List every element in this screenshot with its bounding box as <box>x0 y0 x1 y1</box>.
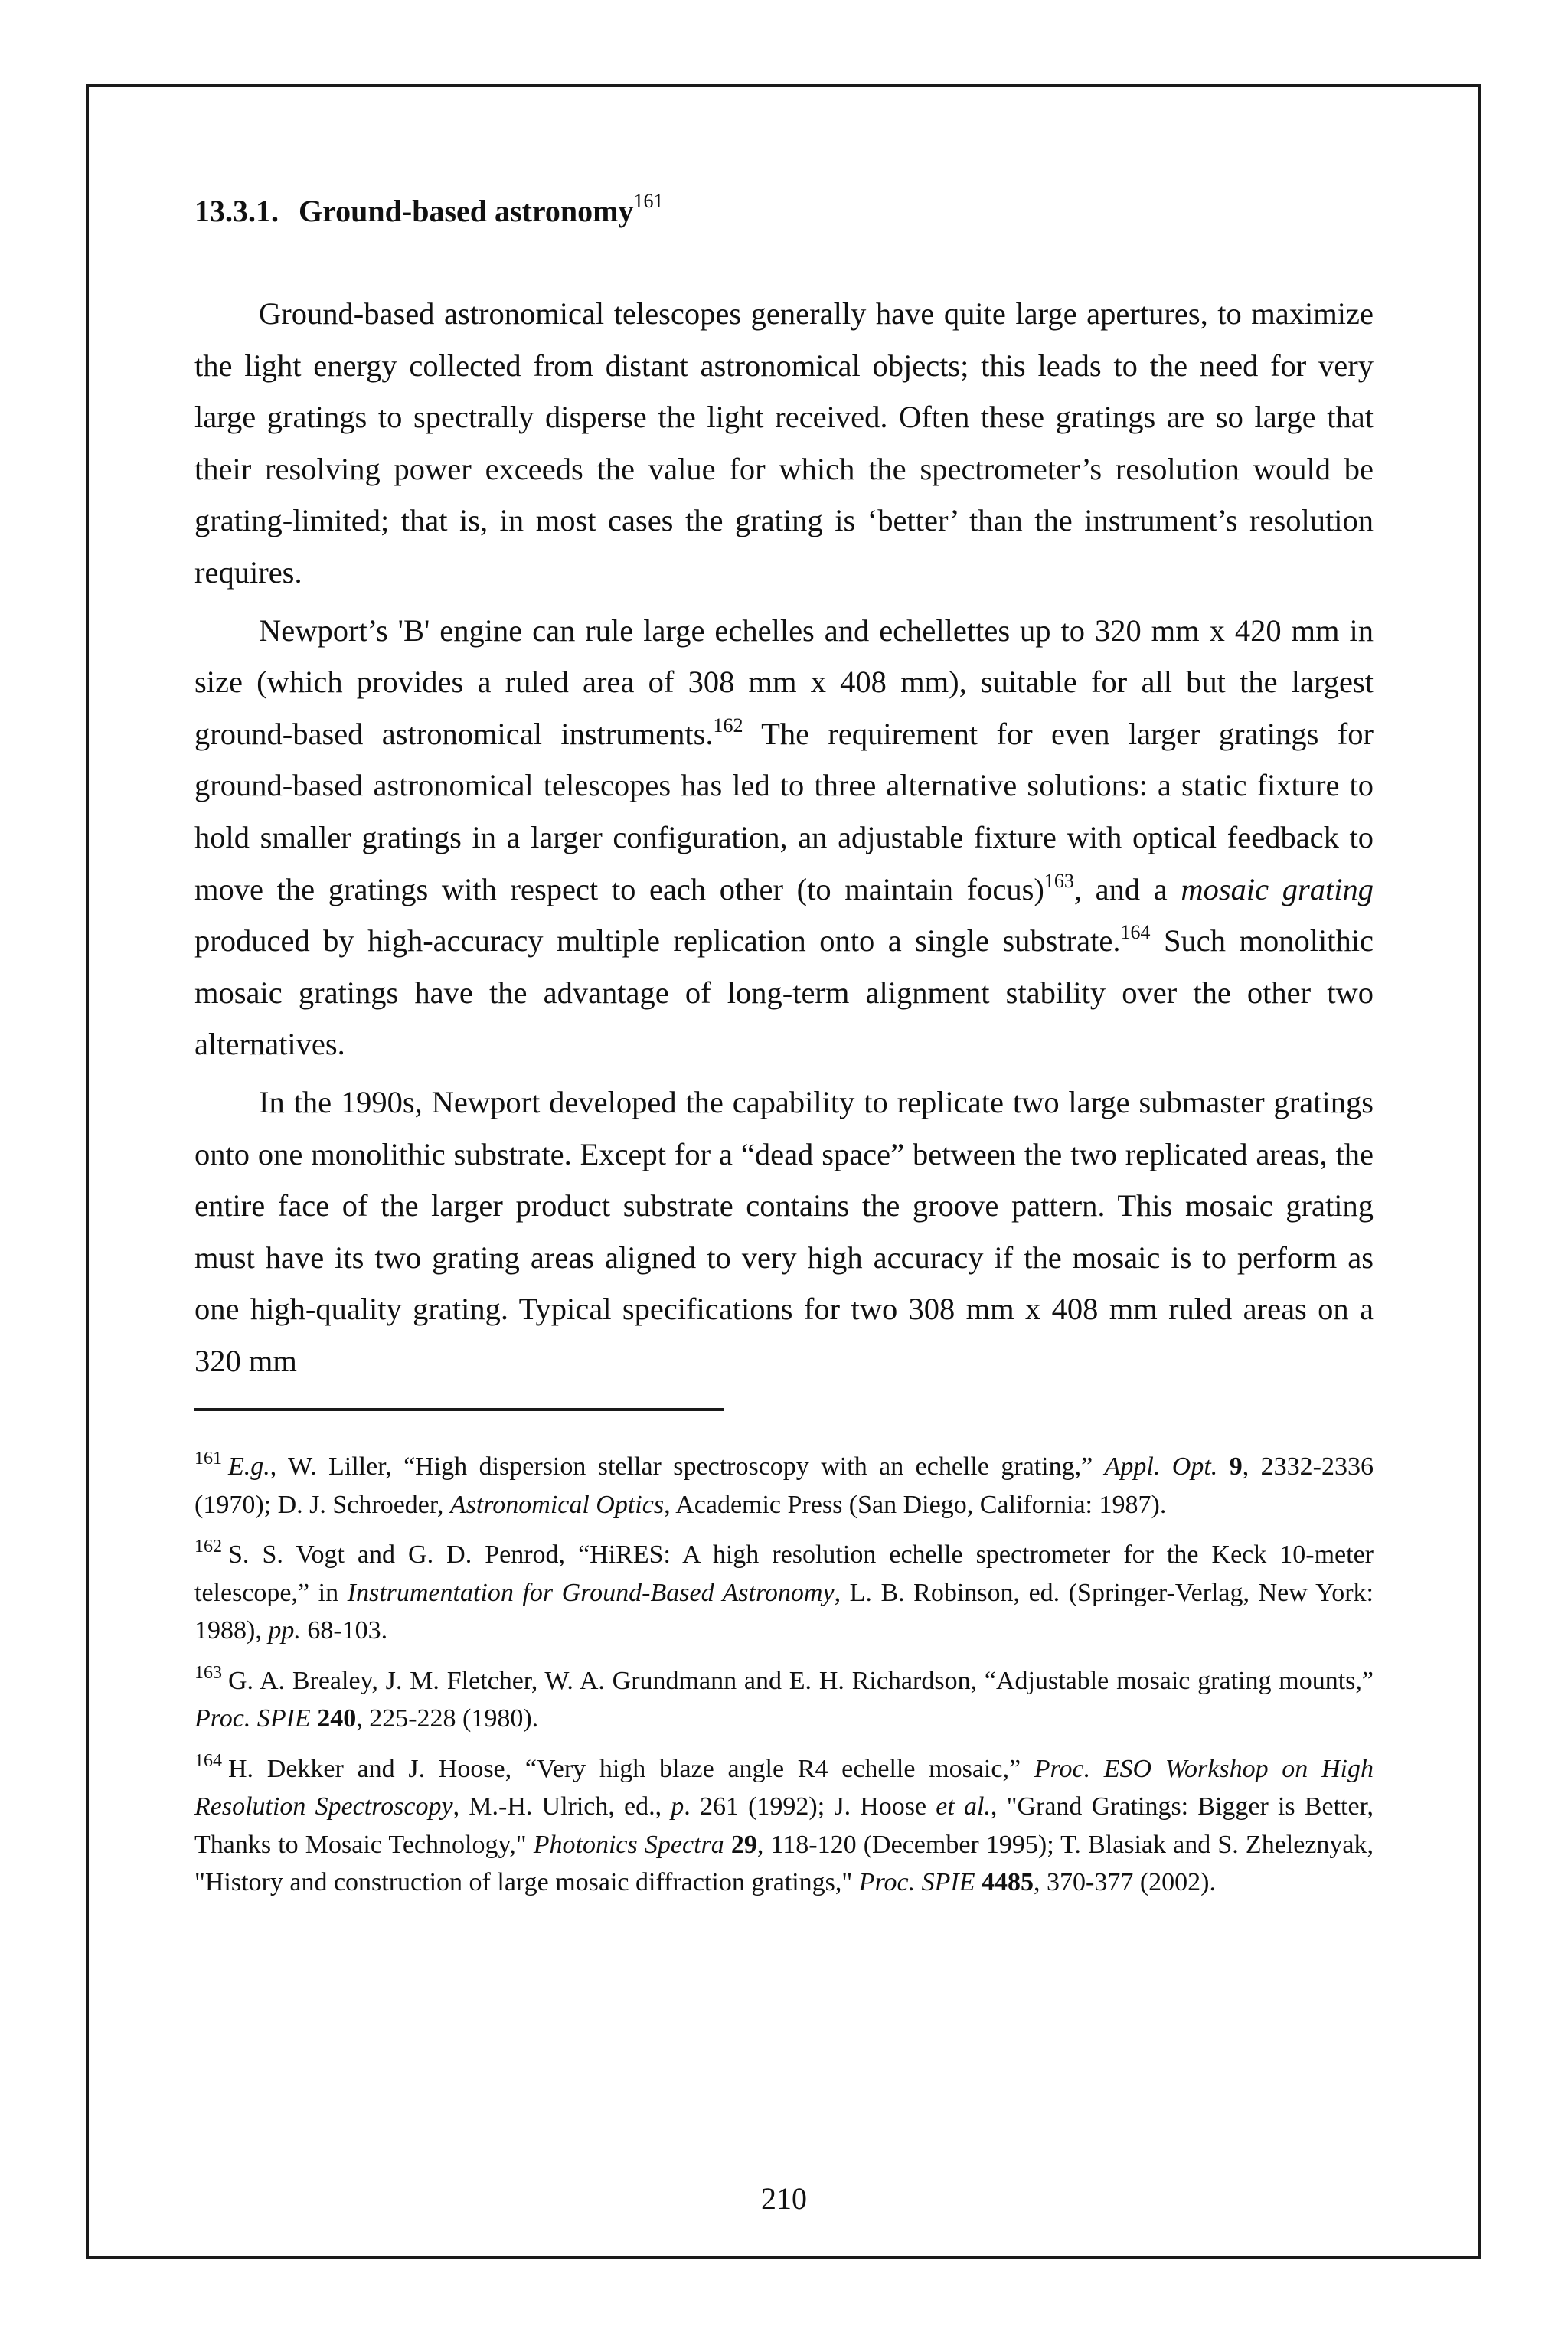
footnote-text: 68-103. <box>300 1616 388 1645</box>
paragraph-2-text-d: produced by high-accuracy multiple replication onto a single substrate. <box>194 923 1121 959</box>
footnote-ref-162: 162 <box>713 714 743 737</box>
journal-name: Photonics Spectra <box>533 1830 724 1859</box>
journal-name: Proc. SPIE <box>194 1704 311 1733</box>
journal-volume: 29 <box>730 1830 757 1859</box>
journal-volume: 9 <box>1229 1452 1243 1481</box>
footnote-text: , 225-228 (1980). <box>356 1704 539 1733</box>
footnote-text: , 370-377 (2002). <box>1034 1868 1216 1897</box>
footnote-text: . 261 (1992); J. Hoose <box>684 1792 936 1821</box>
footnote-text: , 118-120 (December 1995); T. Blasiak and S. Zheleznyak, "History and construction of large mosaic diffraction gratings," <box>194 1830 1374 1897</box>
footnote-text: H. Dekker and J. Hoose, “Very high blaze angle R4 echelle mosaic,” <box>228 1754 1034 1783</box>
footnote-text: G. A. Brealey, J. M. Fletcher, W. A. Grundmann and E. H. Richardson, “Adjustable mosaic grating mounts,” <box>228 1666 1374 1695</box>
footnote-text: S. S. Vogt and G. D. Penrod, “HiRES: A high resolution echelle spectrometer for the Keck 10-meter telescope,” in <box>194 1540 1374 1607</box>
footnote-ref-163: 163 <box>1044 869 1074 892</box>
footnote-text: , "Grand Gratings: Bigger is Better, Thanks to Mosaic Technology," <box>194 1792 1374 1859</box>
footnote-separator <box>194 1408 724 1411</box>
journal-name: Proc. SPIE <box>858 1868 975 1897</box>
footnote-163 <box>194 1662 1374 1738</box>
paragraph-2-text-b: The requirement for even larger gratings for ground-based astronomical telescopes has led to three alternative solutions: a static fixture to hold smaller gratings in a larger configuration, an adjustable fixture with optical feedback to move the gratings with respect to each other (to maintain focus) <box>194 716 1374 906</box>
footnote-ref-161: 161 <box>633 190 664 212</box>
journal-name: Appl. Opt. <box>1104 1452 1218 1481</box>
footnote-text: , 2332-2336 (1970); D. J. Schroeder, <box>194 1452 1374 1519</box>
footnote-162 <box>194 1536 1374 1650</box>
footnote-text: , Academic Press (San Diego, California: 1987). <box>664 1490 1167 1519</box>
book-title: Astronomical Optics <box>449 1490 665 1519</box>
footnote-number: 162 <box>194 1537 222 1557</box>
section-heading <box>194 191 1374 231</box>
page-number: 210 <box>761 2181 807 2216</box>
footnote-text <box>724 1831 731 1859</box>
section-title: Ground-based astronomy <box>299 194 634 228</box>
footnote-italic: E.g. <box>228 1452 270 1481</box>
paragraph-2-text-e: Such monolithic mosaic gratings have the advantage of long-term alignment stability over the other two alternatives. <box>194 923 1374 1062</box>
footnote-161 <box>194 1448 1374 1524</box>
page-content <box>194 191 1374 1914</box>
journal-volume: 240 <box>317 1704 357 1733</box>
footnote-ref-164: 164 <box>1120 921 1151 944</box>
footnote-164 <box>194 1750 1374 1902</box>
footnote-text: , W. Liller, “High dispersion stellar spectroscopy with an echelle grating,” <box>270 1452 1105 1481</box>
footnote-text: , L. B. Robinson, ed. (Springer-Verlag, New York: 1988), <box>194 1578 1374 1645</box>
footnote-number: 164 <box>194 1750 222 1771</box>
paragraph-1-text: Ground-based astronomical telescopes generally have quite large apertures, to maximize the light energy collected from distant astronomical objects; this leads to the need for very large gratings to spectrally disperse the light received. Often these gratings are so large that their resolving power exceeds the value for which the spectrometer’s resolution would be grating-limited; that is, in most cases the grating is ‘better’ than the instrument’s resolution requires. <box>194 296 1374 590</box>
section-number: 13.3.1. <box>194 194 279 228</box>
paragraph-1 <box>194 288 1374 599</box>
footnote-italic: pp. <box>268 1616 301 1645</box>
footnote-text <box>975 1868 982 1896</box>
book-title: Instrumentation for Ground-Based Astronomy <box>347 1578 835 1607</box>
footnote-italic: p <box>671 1792 684 1821</box>
footnote-text: , M.-H. Ulrich, ed., <box>452 1792 671 1821</box>
paragraph-2-text-c: , and a <box>1073 871 1181 906</box>
footnote-number: 163 <box>194 1662 222 1683</box>
footnote-text <box>1217 1452 1229 1481</box>
paragraph-2-italic: mosaic grating <box>1181 871 1374 906</box>
footnote-number: 161 <box>194 1449 222 1469</box>
footnote-italic: et al. <box>936 1792 991 1821</box>
paragraph-2-text-a: Newport’s 'B' engine can rule large echelles and echellettes up to 320 mm x 420 mm in size (which provides a ruled area of 308 mm x 408 mm), suitable for all but the largest ground-based astronomical instruments. <box>194 612 1374 751</box>
footnotes <box>194 1448 1374 1902</box>
paragraph-3 <box>194 1076 1374 1387</box>
journal-name: Proc. ESO Workshop on High Resolution Spectroscopy <box>194 1754 1374 1821</box>
paragraph-3-text: In the 1990s, Newport developed the capability to replicate two large submaster gratings onto one monolithic substrate. Except for a “dead space” between the two replicated areas, the entire face of the larger product substrate contains the groove pattern. This mosaic grating must have its two grating areas aligned to very high accuracy if the mosaic is to perform as one high-quality grating. Typical specifications for two 308 mm x 408 mm ruled areas on a 320 mm <box>194 1084 1374 1378</box>
paragraph-2 <box>194 605 1374 1070</box>
footnote-text <box>311 1704 318 1733</box>
journal-volume: 4485 <box>982 1868 1034 1897</box>
